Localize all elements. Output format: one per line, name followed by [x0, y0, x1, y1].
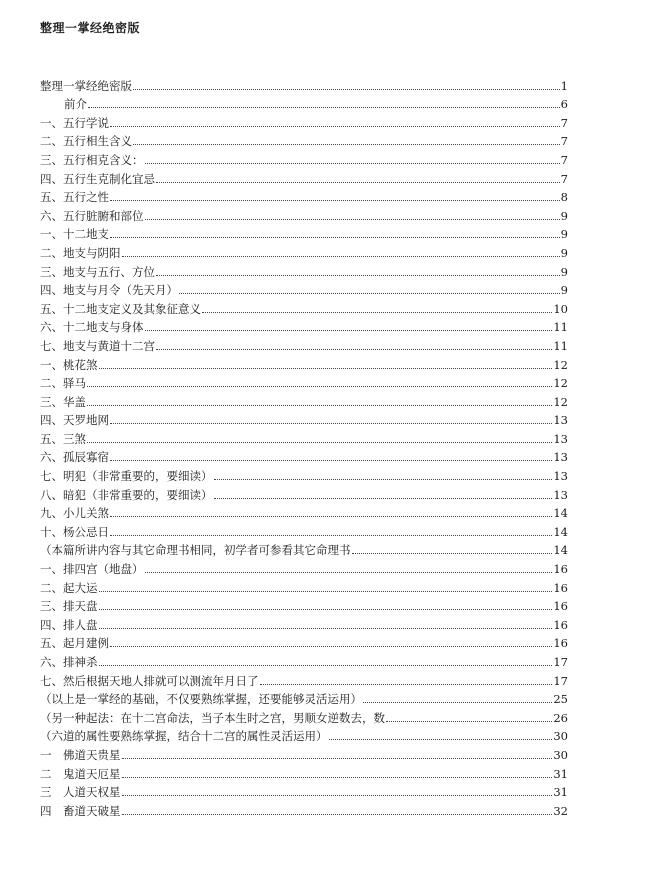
dot-leader	[179, 293, 560, 294]
toc-entry-title: （六道的属性要熟练掌握，结合十二宫的属性灵活运用）	[40, 729, 328, 744]
toc-entry-title: 七、明犯（非常重要的，要细读）	[40, 469, 213, 484]
toc-entry[interactable]	[40, 167, 568, 186]
toc-entry-page-number: 11	[553, 320, 568, 335]
toc-entry[interactable]	[40, 650, 568, 669]
toc-entry-page-number: 7	[560, 115, 568, 130]
table-of-contents	[40, 74, 568, 818]
toc-entry-page-number: 16	[553, 580, 568, 595]
dot-leader	[110, 460, 552, 461]
toc-entry-title: 九、小儿关煞	[40, 506, 109, 521]
toc-entry[interactable]	[40, 539, 568, 558]
dot-leader	[99, 628, 553, 629]
toc-entry-title: 四、天罗地网	[40, 413, 109, 428]
toc-entry-title: 一、十二地支	[40, 227, 109, 242]
toc-entry-title: 六、孤辰寡宿	[40, 450, 109, 465]
dot-leader	[122, 758, 553, 759]
toc-entry-title: 八、暗犯（非常重要的，要细读）	[40, 487, 213, 502]
dot-leader	[110, 516, 552, 517]
toc-entry-title: 五、五行之性	[40, 190, 109, 205]
toc-entry-title: 三、五行相克含义：	[40, 152, 144, 167]
dot-leader	[110, 535, 552, 536]
toc-entry[interactable]	[40, 706, 568, 725]
toc-entry-title: （以上是一掌经的基础，不仅要熟练掌握，还要能够灵活运用）	[40, 692, 362, 707]
toc-entry[interactable]	[40, 557, 568, 576]
toc-entry[interactable]	[40, 260, 568, 279]
toc-entry-page-number: 9	[560, 264, 568, 279]
dot-leader	[133, 89, 560, 90]
toc-entry-page-number: 16	[553, 636, 568, 651]
toc-entry-title: 二、地支与阴阳	[40, 245, 121, 260]
dot-leader	[99, 591, 553, 592]
dot-leader	[99, 609, 553, 610]
toc-entry[interactable]	[40, 241, 568, 260]
toc-entry-title: 二、驿马	[40, 376, 86, 391]
toc-entry-page-number: 7	[560, 152, 568, 167]
dot-leader	[329, 739, 553, 740]
toc-entry-title: 整理一掌经绝密版	[40, 78, 132, 93]
dot-leader	[122, 256, 560, 257]
dot-leader	[99, 368, 553, 369]
toc-entry-page-number: 14	[553, 524, 568, 539]
dot-leader	[145, 572, 553, 573]
toc-entry[interactable]	[40, 297, 568, 316]
toc-entry-title: 一、五行学说	[40, 115, 109, 130]
toc-entry[interactable]	[40, 632, 568, 651]
toc-entry-page-number: 13	[553, 487, 568, 502]
dot-leader	[156, 275, 560, 276]
toc-entry-page-number: 17	[553, 655, 568, 669]
toc-entry[interactable]	[40, 762, 568, 781]
toc-entry[interactable]	[40, 464, 568, 483]
dot-leader	[110, 423, 552, 424]
toc-entry-page-number: 9	[560, 208, 568, 223]
toc-entry-page-number: 25	[553, 692, 568, 707]
toc-entry-title: 三、排天盘	[40, 599, 98, 614]
toc-entry-title: 二、起大运	[40, 580, 98, 595]
toc-entry[interactable]	[40, 279, 568, 298]
dot-leader	[110, 646, 552, 647]
toc-entry-page-number: 9	[560, 283, 568, 298]
toc-entry-page-number: 10	[553, 301, 568, 316]
toc-entry-page-number: 11	[553, 338, 568, 353]
toc-entry[interactable]	[40, 446, 568, 465]
toc-entry[interactable]	[40, 223, 568, 242]
toc-entry-title: 七、然后根据天地人排就可以测流年月日了	[40, 673, 259, 688]
toc-entry-page-number: 13	[553, 413, 568, 428]
toc-entry[interactable]	[40, 576, 568, 595]
dot-leader	[145, 163, 560, 164]
dot-leader	[260, 684, 553, 685]
dot-leader	[156, 182, 560, 183]
dot-leader	[202, 312, 552, 313]
toc-entry-page-number: 7	[560, 134, 568, 149]
toc-entry-page-number: 9	[560, 227, 568, 242]
toc-entry-page-number: 16	[553, 617, 568, 632]
toc-entry-page-number: 26	[553, 710, 568, 725]
toc-entry[interactable]	[40, 148, 568, 167]
dot-leader	[133, 144, 560, 145]
toc-entry-page-number: 12	[553, 394, 568, 409]
toc-entry-title: 四、排人盘	[40, 617, 98, 632]
toc-entry[interactable]	[40, 186, 568, 205]
dot-leader	[363, 702, 552, 703]
dot-leader	[145, 330, 553, 331]
dot-leader	[110, 200, 560, 201]
dot-leader	[87, 442, 552, 443]
toc-entry[interactable]	[40, 781, 568, 800]
toc-entry-page-number: 9	[560, 245, 568, 260]
toc-entry-page-number: 1	[560, 78, 568, 93]
toc-entry-page-number: 6	[560, 97, 568, 112]
toc-entry[interactable]	[40, 483, 568, 502]
toc-entry[interactable]	[40, 111, 568, 130]
toc-entry-page-number: 31	[553, 766, 568, 781]
toc-entry-title: （另一种起法：在十二宫命法，当子本生时之宫，男顺女逆数去，数	[40, 710, 385, 725]
dot-leader	[352, 553, 553, 554]
toc-entry-page-number: 16	[553, 599, 568, 614]
toc-entry[interactable]	[40, 372, 568, 391]
dot-leader	[122, 795, 553, 796]
toc-entry-title: 十、杨公忌日	[40, 524, 109, 539]
toc-entry-page-number: 31	[553, 785, 568, 800]
toc-entry-page-number: 16	[553, 562, 568, 577]
toc-entry-title: 三 人道天权星	[40, 785, 121, 800]
toc-entry-title: 二 鬼道天厄星	[40, 766, 121, 781]
toc-entry-title: 一、排四宫（地盘）	[40, 562, 144, 577]
dot-leader	[122, 814, 553, 815]
toc-entry[interactable]	[40, 316, 568, 335]
dot-leader	[214, 498, 553, 499]
toc-entry-title: 六、五行脏腑和部位	[40, 208, 144, 223]
toc-entry-page-number: 13	[553, 431, 568, 446]
toc-entry-title: 五、十二地支定义及其象征意义	[40, 301, 201, 316]
dot-leader	[122, 777, 553, 778]
toc-entry-page-number: 12	[553, 376, 568, 391]
toc-entry[interactable]	[40, 520, 568, 539]
toc-entry-title: 四、地支与月令（先天月）	[40, 283, 178, 298]
toc-entry[interactable]	[40, 669, 568, 688]
toc-entry-title: 五、起月建例	[40, 636, 109, 651]
dot-leader	[87, 386, 552, 387]
toc-entry-page-number: 14	[553, 506, 568, 521]
toc-entry-page-number: 30	[553, 747, 568, 762]
toc-entry-title: （本篇所讲内容与其它命理书相同，初学者可参看其它命理书	[40, 543, 351, 558]
toc-entry[interactable]	[40, 334, 568, 353]
toc-entry[interactable]	[40, 409, 568, 428]
dot-leader	[110, 126, 560, 127]
toc-entry[interactable]	[40, 427, 568, 446]
toc-entry[interactable]	[40, 390, 568, 409]
dot-leader	[87, 405, 552, 406]
toc-entry[interactable]	[40, 725, 568, 744]
toc-entry-title: 六、十二地支与身体	[40, 320, 144, 335]
toc-entry-page-number: 14	[553, 543, 568, 558]
toc-entry-title: 三、华盖	[40, 394, 86, 409]
toc-entry-page-number: 32	[553, 803, 568, 818]
dot-leader	[145, 219, 560, 220]
toc-entry-page-number: 7	[560, 171, 568, 186]
dot-leader	[156, 349, 552, 350]
toc-entry[interactable]	[40, 353, 568, 372]
toc-entry[interactable]	[40, 799, 568, 818]
toc-entry-title: 一 佛道天贵星	[40, 747, 121, 762]
toc-entry-title: 二、五行相生含义	[40, 134, 132, 149]
toc-entry-title: 五、三煞	[40, 431, 86, 446]
toc-entry-title: 三、地支与五行、方位	[40, 264, 155, 279]
toc-entry-title: 七、地支与黄道十二宫	[40, 338, 155, 353]
toc-entry-page-number: 30	[553, 729, 568, 744]
dot-leader	[110, 237, 560, 238]
toc-entry-title: 前介	[64, 97, 87, 112]
toc-entry-title: 一、桃花煞	[40, 357, 98, 372]
dot-leader	[214, 479, 553, 480]
toc-entry-page-number: 13	[553, 469, 568, 484]
toc-entry[interactable]	[40, 93, 568, 112]
toc-entry[interactable]	[40, 502, 568, 521]
toc-entry[interactable]	[40, 595, 568, 614]
toc-entry-page-number: 8	[560, 190, 568, 205]
toc-entry[interactable]	[40, 74, 568, 93]
toc-entry-title: 四 畜道天破星	[40, 803, 121, 818]
toc-entry-title: 六、排神杀	[40, 655, 98, 669]
toc-entry-page-number: 12	[553, 357, 568, 372]
toc-entry[interactable]	[40, 743, 568, 762]
document-title: 整理一掌经绝密版	[40, 21, 141, 35]
toc-entry[interactable]	[40, 688, 568, 707]
dot-leader	[99, 665, 553, 666]
toc-entry[interactable]	[40, 204, 568, 223]
toc-entry-title: 四、五行生克制化宜忌	[40, 171, 155, 186]
toc-entry-page-number: 13	[553, 450, 568, 465]
dot-leader	[386, 721, 552, 722]
dot-leader	[88, 107, 560, 108]
toc-entry[interactable]	[40, 130, 568, 149]
toc-entry-page-number: 17	[553, 673, 568, 688]
toc-entry[interactable]	[40, 613, 568, 632]
